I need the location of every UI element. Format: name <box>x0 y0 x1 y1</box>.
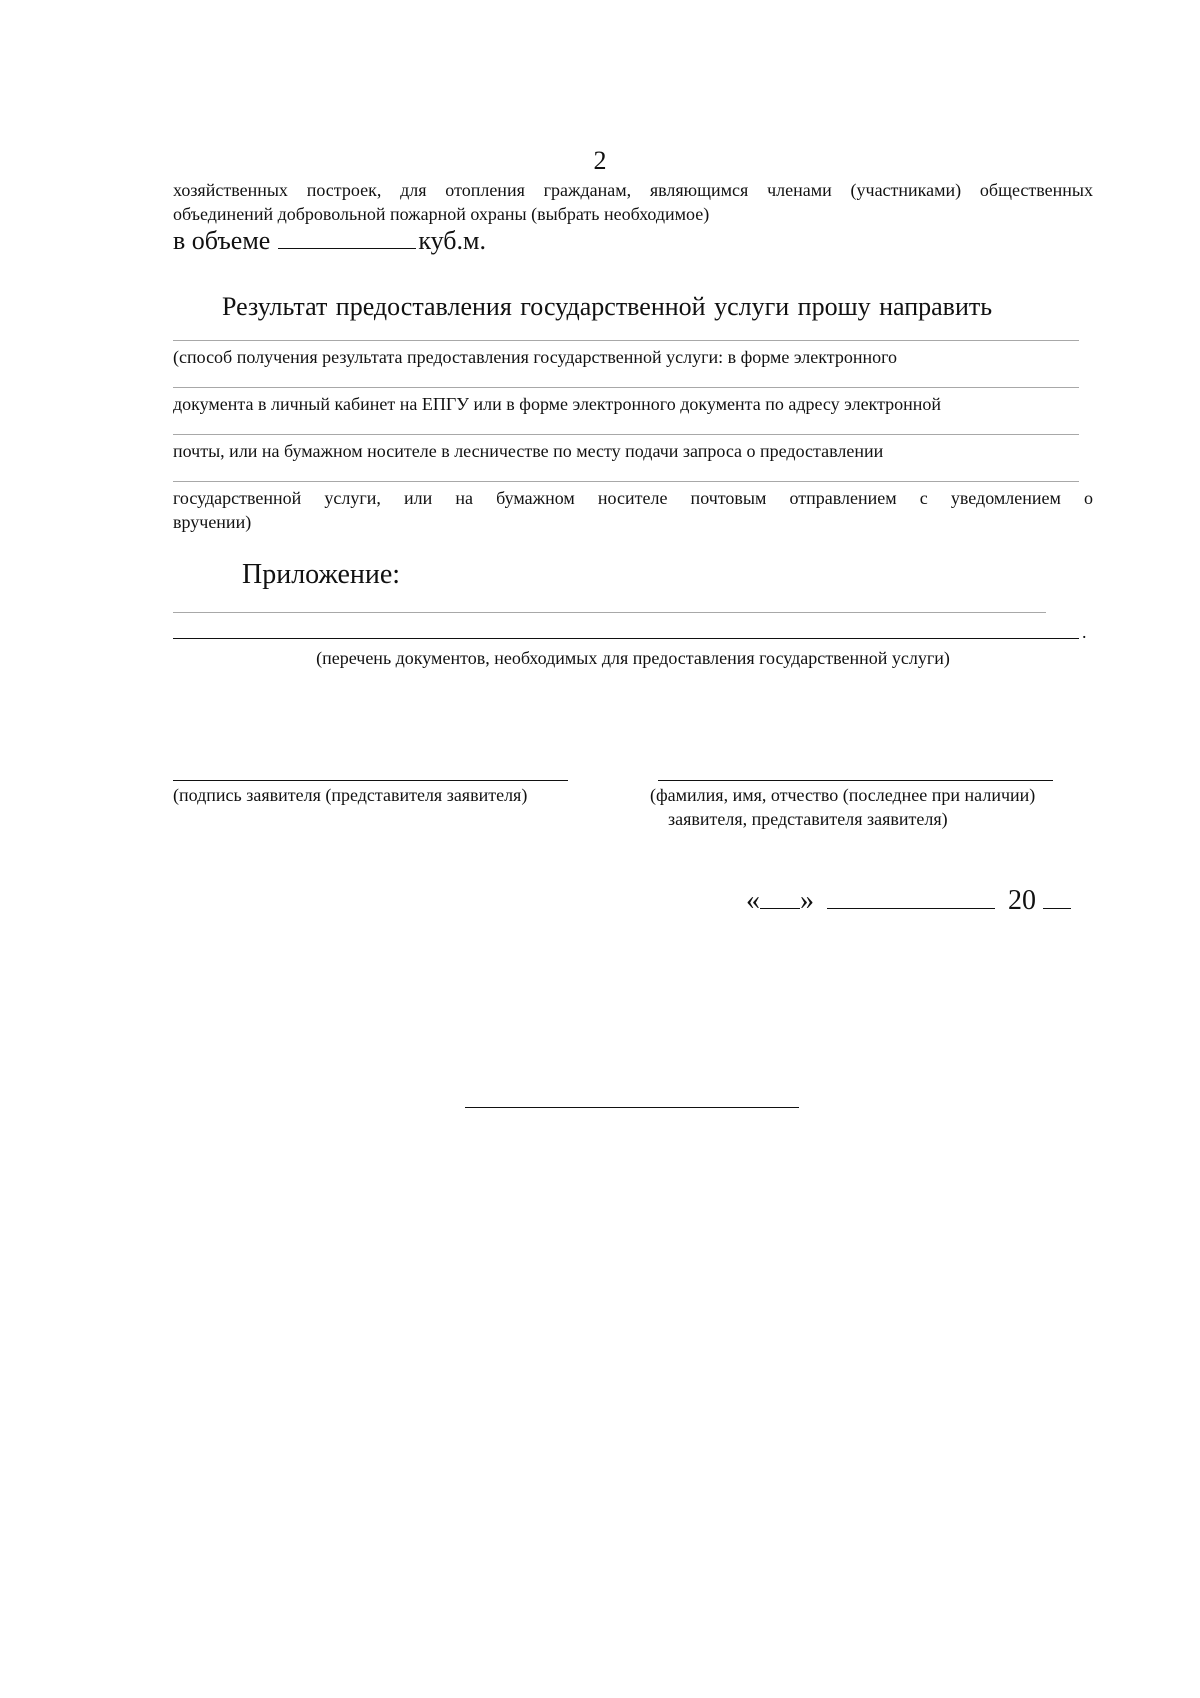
volume-field <box>173 224 486 258</box>
attachment-end-mark: . <box>1082 622 1087 642</box>
signature-caption: (подпись заявителя (представителя заявителя) <box>173 785 528 805</box>
signature-line[interactable] <box>173 780 568 781</box>
result-caption-line-1: (способ получения результата предоставления государственной услуги: в форме электронного <box>173 347 898 367</box>
result-caption-line-4: государственной услуги, или на бумажном носителе почтовым отправлением с уведомлением о <box>173 488 1093 508</box>
date-close-quote: » <box>800 885 814 916</box>
month-blank[interactable] <box>827 880 995 909</box>
result-fill-line-1[interactable] <box>173 340 1079 341</box>
volume-input-blank[interactable] <box>278 224 416 249</box>
year-prefix: 20 <box>1008 885 1036 916</box>
result-fill-line-2[interactable] <box>173 387 1079 388</box>
result-caption-line-2: документа в личный кабинет на ЕПГУ или в форме электронного документа по адресу электронной <box>173 394 942 414</box>
volume-prefix: в объеме <box>173 226 271 255</box>
result-caption-line-3: почты, или на бумажном носителе в лесничестве по месту подачи запроса о предоставлении <box>173 441 884 461</box>
volume-unit: куб.м. <box>418 226 486 255</box>
page-number: 2 <box>593 146 607 175</box>
full-name-line[interactable] <box>658 780 1053 781</box>
attachment-title: Приложение: <box>242 559 401 590</box>
attachment-caption: (перечень документов, необходимых для предоставления государственной услуги) <box>316 648 950 668</box>
intro-paragraph <box>173 178 1093 226</box>
day-blank[interactable] <box>760 880 800 909</box>
result-fill-line-4[interactable] <box>173 481 1079 482</box>
result-fill-line-3[interactable] <box>173 434 1079 435</box>
date-field <box>746 880 1071 919</box>
full-name-caption-line-1: (фамилия, имя, отчество (последнее при наличии) <box>650 785 1036 805</box>
year-blank[interactable] <box>1043 880 1071 909</box>
attachment-fill-line-1[interactable] <box>173 612 1046 613</box>
result-caption-line-5: вручении) <box>173 512 252 532</box>
full-name-caption-line-2: заявителя, представителя заявителя) <box>668 809 948 829</box>
result-title: Результат предоставления государственной услуги прошу направить <box>222 292 993 321</box>
date-open-quote: « <box>746 885 760 916</box>
attachment-fill-line-2[interactable] <box>173 638 1079 639</box>
intro-line-2: объединений добровольной пожарной охраны (выбрать необходимое) <box>173 204 710 224</box>
intro-line-1: хозяйственных построек, для отопления гражданам, являющимся членами (участниками) общественных <box>173 180 1093 200</box>
bottom-separator-line <box>465 1107 799 1108</box>
